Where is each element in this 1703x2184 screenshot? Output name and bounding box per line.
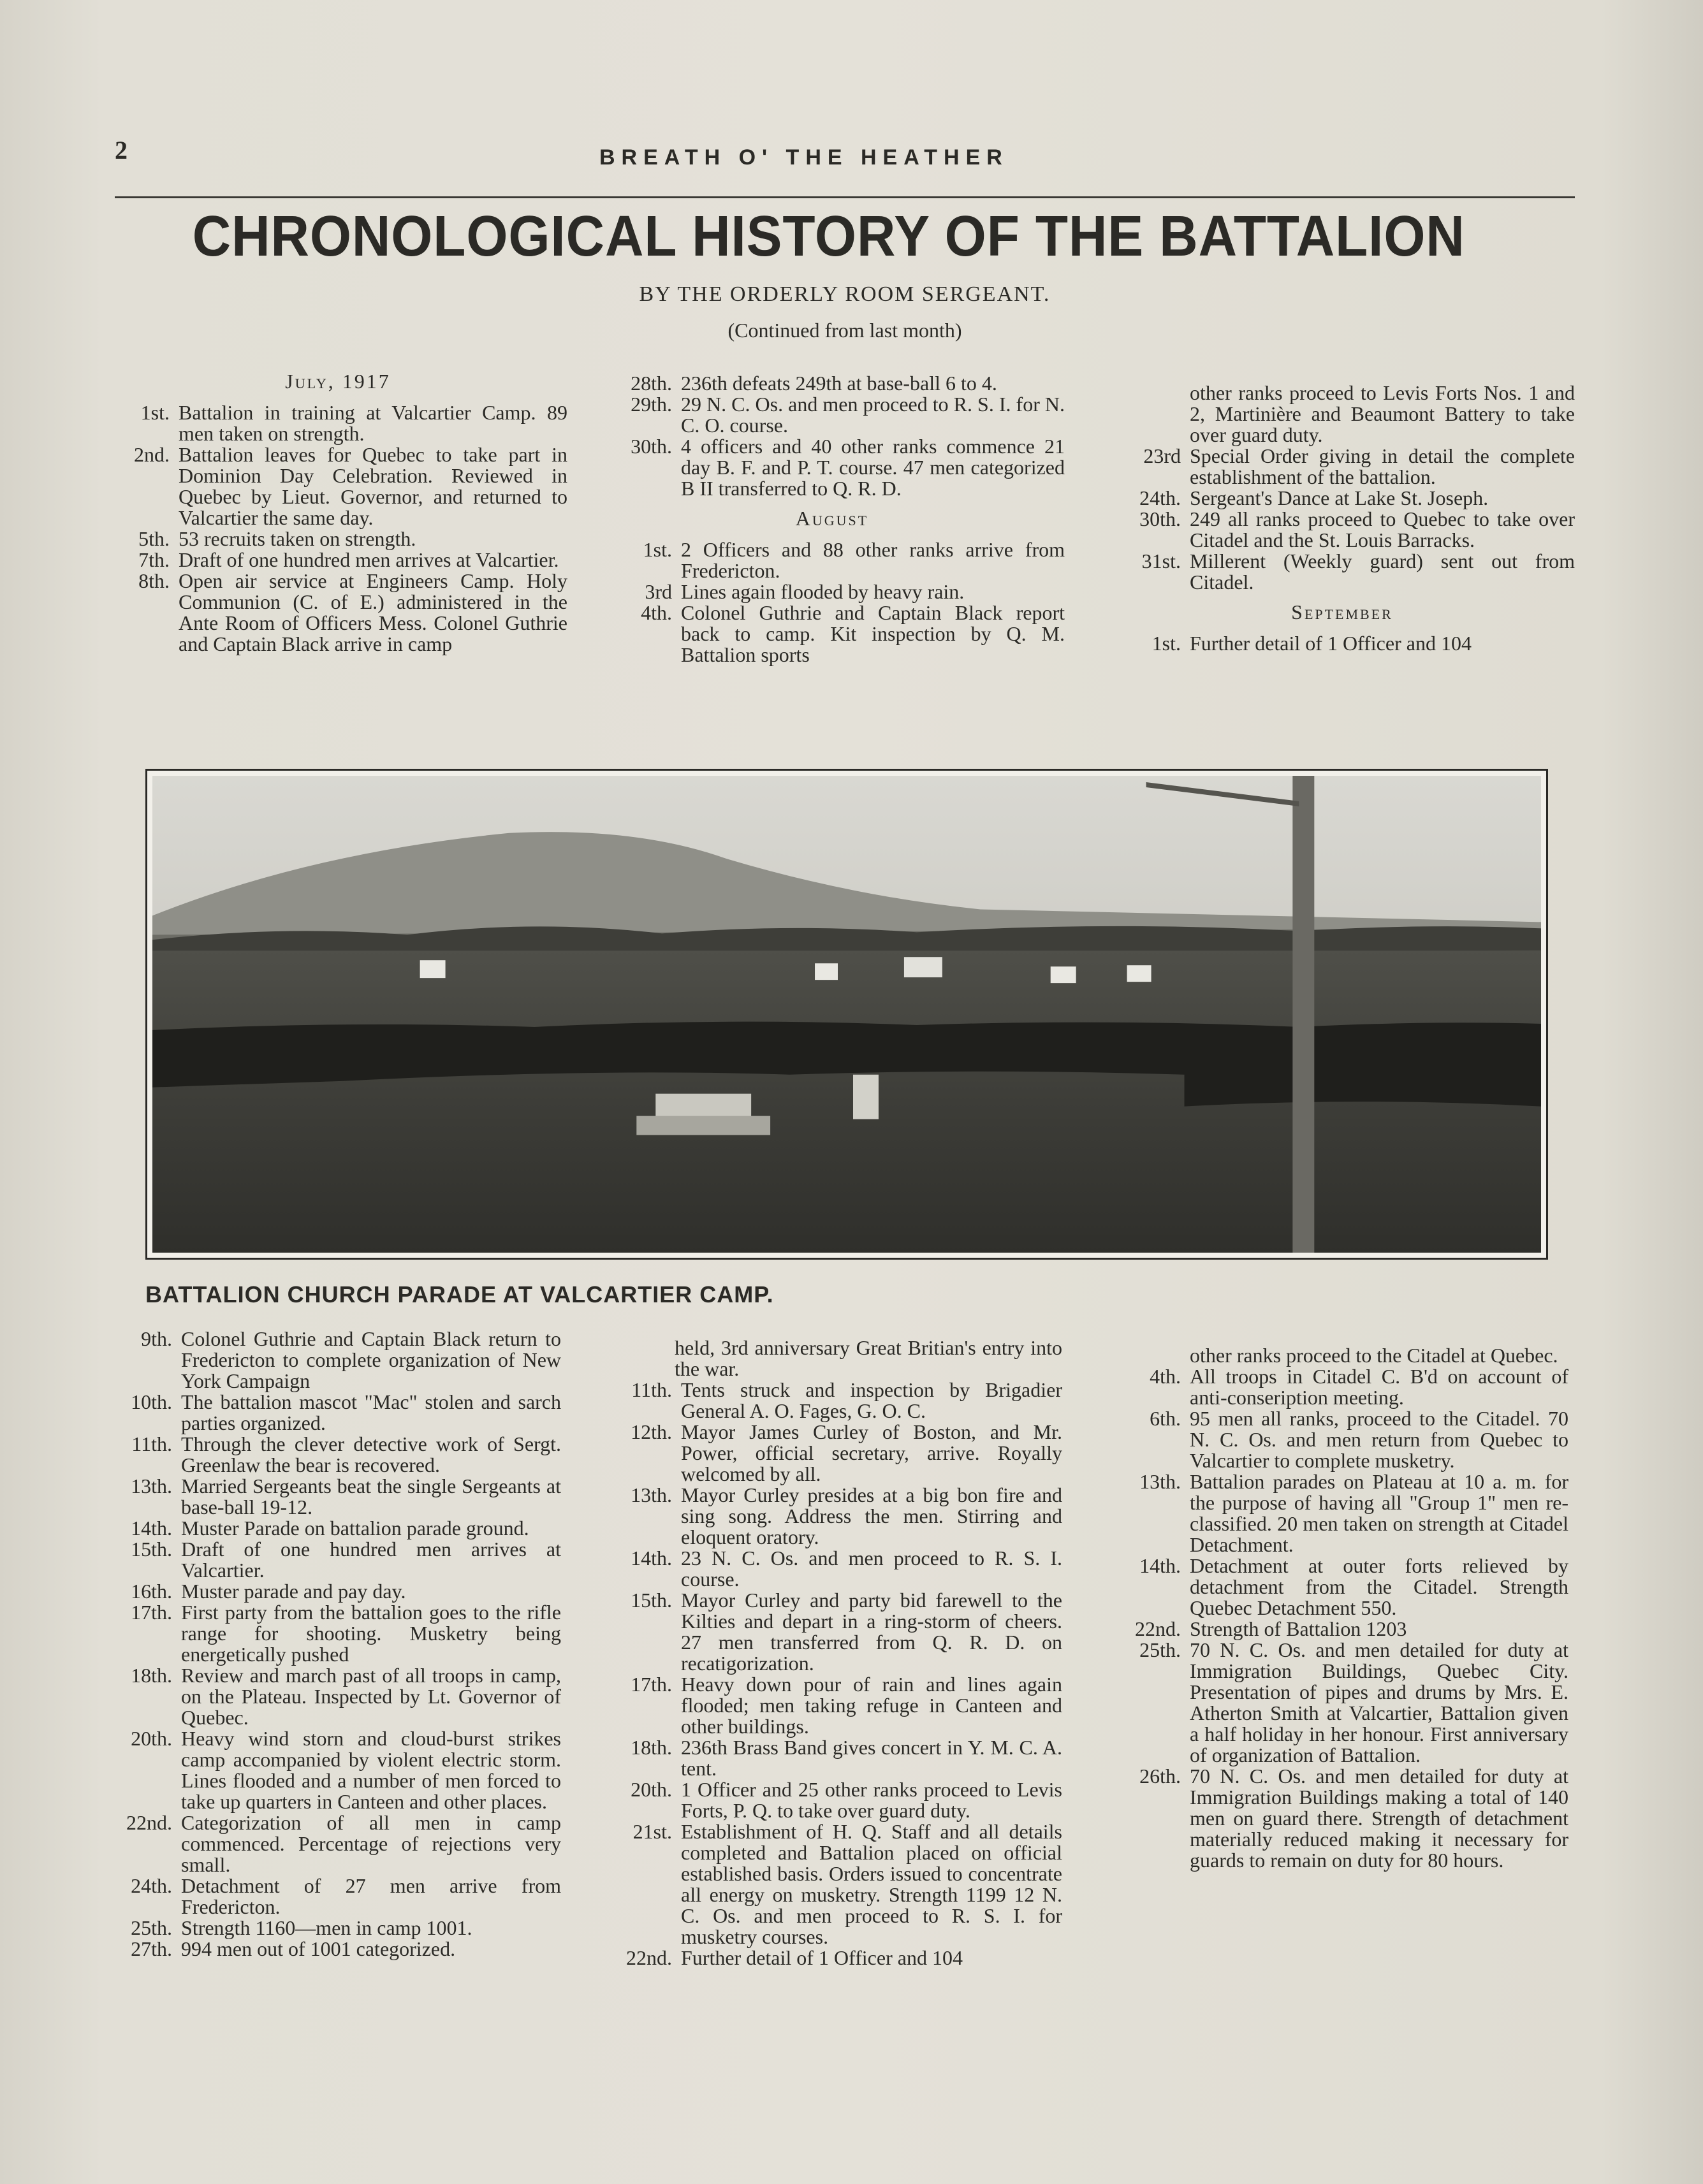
entry-list — [599, 373, 1065, 499]
entry-date: 6th. — [1150, 1407, 1181, 1430]
entry-text: 70 N. C. Os. and men detailed for duty at Immigration Buildings, Quebec City. Presentation of pipes and drums by Mrs. E. Atherton Smith at Valcartier, Battalion given a half holiday in her honour. First anniversary of organization of Battalion. — [1190, 1638, 1568, 1766]
entry-date: 17th. — [131, 1601, 172, 1624]
chronology-entry — [1109, 1366, 1568, 1408]
entry-text: Colonel Guthrie and Captain Black return to Fredericton to complete organization of New York Campaign — [181, 1327, 561, 1392]
chronology-entry — [108, 571, 567, 655]
chronology-entry — [606, 1737, 1062, 1779]
entry-text: Tents struck and inspection by Brigadier General A. O. Fages, G. O. C. — [681, 1378, 1062, 1422]
entry-date: 1st. — [1151, 632, 1181, 655]
entry-date: 18th. — [631, 1736, 672, 1759]
entry-date: 29th. — [631, 393, 672, 416]
entry-text: Draft of one hundred men arrives at Valcartier. — [179, 548, 559, 571]
entry-text: Millerent (Weekly guard) sent out from Citadel. — [1190, 550, 1575, 593]
chronology-entry — [1109, 1555, 1568, 1619]
continued-text: other ranks proceed to Levis Forts Nos. 1 and 2, Martinière and Beaumont Battery to take over guard duty. — [1190, 381, 1575, 446]
chronology-entry — [606, 1821, 1062, 1947]
chronology-entry — [599, 373, 1065, 394]
entry-text: Muster parade and pay day. — [181, 1580, 406, 1603]
entry-text: 236th defeats 249th at base-ball 6 to 4. — [681, 372, 997, 395]
entry-date: 13th. — [1139, 1470, 1181, 1493]
chronology-entry — [102, 1434, 561, 1476]
entry-text: Mayor Curley and party bid farewell to the Kilties and depart in a ring-storm of cheers. 27 men transferred from Q. R. D. on recatigorization. — [681, 1589, 1062, 1675]
entry-date: 23rd — [1143, 444, 1181, 467]
entry-date: 13th. — [631, 1483, 672, 1506]
lower-column-3 — [1109, 1345, 1568, 1871]
entry-date: 26th. — [1139, 1765, 1181, 1787]
chronology-entry — [606, 1485, 1062, 1548]
chronology-entry — [1109, 633, 1575, 654]
upper-column-1 — [108, 362, 567, 655]
entry-text: Establishment of H. Q. Staff and all details completed and Battalion placed on official established basis. Orders issued to concentrate all energy on musketry. Strength 1199 12 N. C. Os. and men proceed to R. S. I. for musketry courses. — [681, 1820, 1062, 1948]
entry-text: Lines again flooded by heavy rain. — [681, 580, 965, 603]
entry-date: 1st. — [643, 538, 672, 561]
entry-text: 249 all ranks proceed to Quebec to take over Citadel and the St. Louis Barracks. — [1190, 507, 1575, 551]
lower-column-1 — [102, 1329, 561, 1960]
chronology-entry — [108, 444, 567, 528]
entry-text: 2 Officers and 88 other ranks arrive from Fredericton. — [681, 538, 1065, 582]
entry-text: Detachment at outer forts relieved by detachment from the Citadel. Strength Quebec Detachment 550. — [1190, 1554, 1568, 1619]
entry-date: 18th. — [131, 1664, 172, 1687]
entry-list — [108, 402, 567, 655]
entry-date: 7th. — [138, 548, 170, 571]
entry-date: 10th. — [131, 1390, 172, 1413]
photo-illustration — [152, 776, 1541, 1253]
chronology-entry — [599, 436, 1065, 499]
continued-note: (Continued from last month) — [727, 319, 962, 342]
entry-date: 24th. — [131, 1874, 172, 1897]
entry-list — [1109, 1366, 1568, 1871]
entry-date: 13th. — [131, 1474, 172, 1497]
entry-date: 14th. — [1139, 1554, 1181, 1577]
entry-date: 11th. — [131, 1432, 172, 1455]
entry-text: Detachment of 27 men arrive from Fredericton. — [181, 1874, 561, 1918]
chronology-entry — [1109, 1619, 1568, 1640]
running-head: BREATH O' THE HEATHER — [599, 145, 1009, 170]
chronology-entry — [102, 1392, 561, 1434]
entry-text: First party from the battalion goes to the rifle range for shooting. Musketry being energetically pushed — [181, 1601, 561, 1666]
entry-list — [1109, 633, 1575, 654]
entry-date: 27th. — [131, 1937, 172, 1960]
entry-list — [1109, 446, 1575, 593]
entry-text: Heavy wind storn and cloud-burst strikes camp accompanied by violent electric storm. Lines flooded and a number of men forced to take up quarters in Canteen and other places. — [181, 1727, 561, 1813]
entry-text: Colonel Guthrie and Captain Black report back to camp. Kit inspection by Q. M. Battalion sports — [681, 601, 1065, 666]
section-heading-september: September — [1291, 601, 1393, 623]
chronology-entry — [606, 1380, 1062, 1422]
article-byline: BY THE ORDERLY ROOM SERGEANT. — [639, 282, 1051, 306]
entry-text: All troops in Citadel C. B'd on account of anti-conseription meeting. — [1190, 1365, 1568, 1409]
chronology-entry — [599, 602, 1065, 666]
entry-date: 22nd. — [1135, 1617, 1181, 1640]
entry-date: 8th. — [138, 569, 170, 592]
chronology-entry — [1109, 509, 1575, 551]
page-number: 2 — [115, 136, 128, 164]
entry-text: 29 N. C. Os. and men proceed to R. S. I. for N. C. O. course. — [681, 393, 1065, 437]
chronology-entry — [108, 402, 567, 444]
photo-caption: BATTALION CHURCH PARADE AT VALCARTIER CAMP. — [145, 1281, 774, 1307]
chronology-entry — [606, 1590, 1062, 1674]
chronology-entry — [1109, 1640, 1568, 1766]
chronology-entry — [1109, 1766, 1568, 1871]
entry-text: 4 officers and 40 other ranks commence 21 day B. F. and P. T. course. 47 men categorized B II transferred to Q. R. D. — [681, 435, 1065, 500]
continued-text: held, 3rd anniversary Great Britian's entry into the war. — [675, 1336, 1062, 1380]
entry-date: 16th. — [131, 1580, 172, 1603]
entry-date: 14th. — [631, 1547, 672, 1569]
chronology-entry — [1109, 488, 1575, 509]
chronology-entry — [1109, 551, 1575, 593]
header-rule — [115, 196, 1575, 198]
entry-list — [606, 1380, 1062, 1969]
chronology-entry — [102, 1939, 561, 1960]
chronology-entry — [606, 1422, 1062, 1485]
entry-date: 1st. — [140, 401, 170, 424]
entry-text: 1 Officer and 25 other ranks proceed to Levis Forts, P. Q. to take over guard duty. — [681, 1778, 1062, 1822]
entry-text: 236th Brass Band gives concert in Y. M. C. A. tent. — [681, 1736, 1062, 1780]
entry-text: Married Sergeants beat the single Sergeants at base-ball 19-12. — [181, 1474, 561, 1518]
entry-date: 5th. — [138, 527, 170, 550]
entry-date: 3rd — [645, 580, 672, 603]
continued-text: other ranks proceed to the Citadel at Quebec. — [1190, 1344, 1558, 1367]
chronology-entry — [599, 539, 1065, 581]
entry-list — [102, 1329, 561, 1960]
chronology-entry — [599, 394, 1065, 436]
entry-text: Mayor James Curley of Boston, and Mr. Power, official secretary, arrive. Royally welcomed by all. — [681, 1420, 1062, 1485]
entry-date: 30th. — [631, 435, 672, 458]
upper-column-3 — [1109, 382, 1575, 654]
entry-date: 4th. — [1150, 1365, 1181, 1388]
chronology-entry — [102, 1665, 561, 1728]
entry-text: The battalion mascot "Mac" stolen and sarch parties organized. — [181, 1390, 561, 1434]
entry-date: 15th. — [631, 1589, 672, 1612]
entry-text: 994 men out of 1001 categorized. — [181, 1937, 456, 1960]
entry-date: 20th. — [131, 1727, 172, 1750]
entry-text: Battalion parades on Plateau at 10 a. m. for the purpose of having all "Group 1" men re-classified. 20 men taken on strength at Citadel Detachment. — [1190, 1470, 1568, 1556]
entry-date: 25th. — [131, 1916, 172, 1939]
chronology-entry — [606, 1779, 1062, 1821]
article-title: CHRONOLOGICAL HISTORY OF THE BATTALION — [192, 205, 1465, 268]
chronology-entry — [606, 1548, 1062, 1590]
entry-text: Strength of Battalion 1203 — [1190, 1617, 1407, 1640]
chronology-entry — [102, 1812, 561, 1875]
chronology-entry — [102, 1918, 561, 1939]
chronology-entry — [599, 581, 1065, 602]
entry-date: 14th. — [131, 1517, 172, 1540]
chronology-entry — [606, 1947, 1062, 1969]
chronology-entry — [102, 1875, 561, 1918]
chronology-entry — [102, 1329, 561, 1392]
entry-date: 24th. — [1139, 486, 1181, 509]
entry-date: 25th. — [1139, 1638, 1181, 1661]
church-parade-photo — [145, 769, 1548, 1260]
entry-date: 21st. — [632, 1820, 672, 1843]
chronology-entry — [606, 1674, 1062, 1737]
entry-date: 22nd. — [626, 1946, 672, 1969]
entry-text: Mayor Curley presides at a big bon fire and sing song. Address the men. Stirring and eloquent oratory. — [681, 1483, 1062, 1548]
entry-text: Strength 1160—men in camp 1001. — [181, 1916, 472, 1939]
entry-text: Muster Parade on battalion parade ground. — [181, 1517, 529, 1540]
chronology-entry — [102, 1728, 561, 1812]
entry-date: 15th. — [131, 1538, 172, 1561]
upper-column-2 — [599, 373, 1065, 666]
entry-text: 53 recruits taken on strength. — [179, 527, 416, 550]
chronology-entry — [102, 1518, 561, 1539]
chronology-entry — [108, 528, 567, 550]
entry-date: 22nd. — [126, 1811, 172, 1834]
entry-date: 20th. — [631, 1778, 672, 1801]
entry-text: Further detail of 1 Officer and 104 — [681, 1946, 963, 1969]
entry-text: 95 men all ranks, proceed to the Citadel. 70 N. C. Os. and men return from Quebec to Valcartier to complete musketry. — [1190, 1407, 1568, 1472]
entry-text: Special Order giving in detail the complete establishment of the battalion. — [1190, 444, 1575, 488]
entry-text: Battalion in training at Valcartier Camp. 89 men taken on strength. — [179, 401, 567, 445]
entry-list — [599, 539, 1065, 666]
entry-date: 30th. — [1139, 507, 1181, 530]
entry-date: 17th. — [631, 1673, 672, 1696]
chronology-entry — [1109, 1408, 1568, 1471]
entry-date: 12th. — [631, 1420, 672, 1443]
entry-text: Draft of one hundred men arrives at Valcartier. — [181, 1538, 561, 1582]
section-heading-august: August — [795, 507, 869, 530]
entry-text: Categorization of all men in camp commenced. Percentage of rejections very small. — [181, 1811, 561, 1876]
entry-text: Further detail of 1 Officer and 104 — [1190, 632, 1472, 655]
chronology-entry — [102, 1476, 561, 1518]
entry-date: 2nd. — [134, 443, 170, 466]
chronology-entry — [1109, 1471, 1568, 1555]
chronology-entry — [102, 1539, 561, 1581]
entry-date: 28th. — [631, 372, 672, 395]
entry-text: Open air service at Engineers Camp. Holy Communion (C. of E.) administered in the Ante Room of Officers Mess. Colonel Guthrie and Captain Black arrive in camp — [179, 569, 567, 655]
entry-date: 9th. — [141, 1327, 172, 1350]
entry-text: Through the clever detective work of Sergt. Greenlaw the bear is recovered. — [181, 1432, 561, 1476]
section-heading-july: July, 1917 — [285, 370, 391, 393]
entry-text: Review and march past of all troops in camp, on the Plateau. Inspected by Lt. Governor of Quebec. — [181, 1664, 561, 1729]
entry-text: Sergeant's Dance at Lake St. Joseph. — [1190, 486, 1489, 509]
entry-text: Battalion leaves for Quebec to take part in Dominion Day Celebration. Reviewed in Quebec by Lieut. Governor, and returned to Valcartier the same day. — [179, 443, 567, 529]
entry-date: 11th. — [631, 1378, 672, 1401]
chronology-entry — [102, 1602, 561, 1665]
entry-text: Heavy down pour of rain and lines again flooded; men taking refuge in Canteen and other buildings. — [681, 1673, 1062, 1738]
entry-date: 4th. — [641, 601, 672, 624]
entry-text: 70 N. C. Os. and men detailed for duty at Immigration Buildings making a total of 140 men on guard there. Strength of detachment materially reduced making it necessary for guards to remain on duty for 80 hours. — [1190, 1765, 1568, 1872]
entry-text: 23 N. C. Os. and men proceed to R. S. I. course. — [681, 1547, 1062, 1591]
lower-column-2 — [606, 1337, 1062, 1969]
chronology-entry — [108, 550, 567, 571]
chronology-entry — [1109, 446, 1575, 488]
chronology-entry — [102, 1581, 561, 1602]
entry-date: 31st. — [1141, 550, 1181, 572]
